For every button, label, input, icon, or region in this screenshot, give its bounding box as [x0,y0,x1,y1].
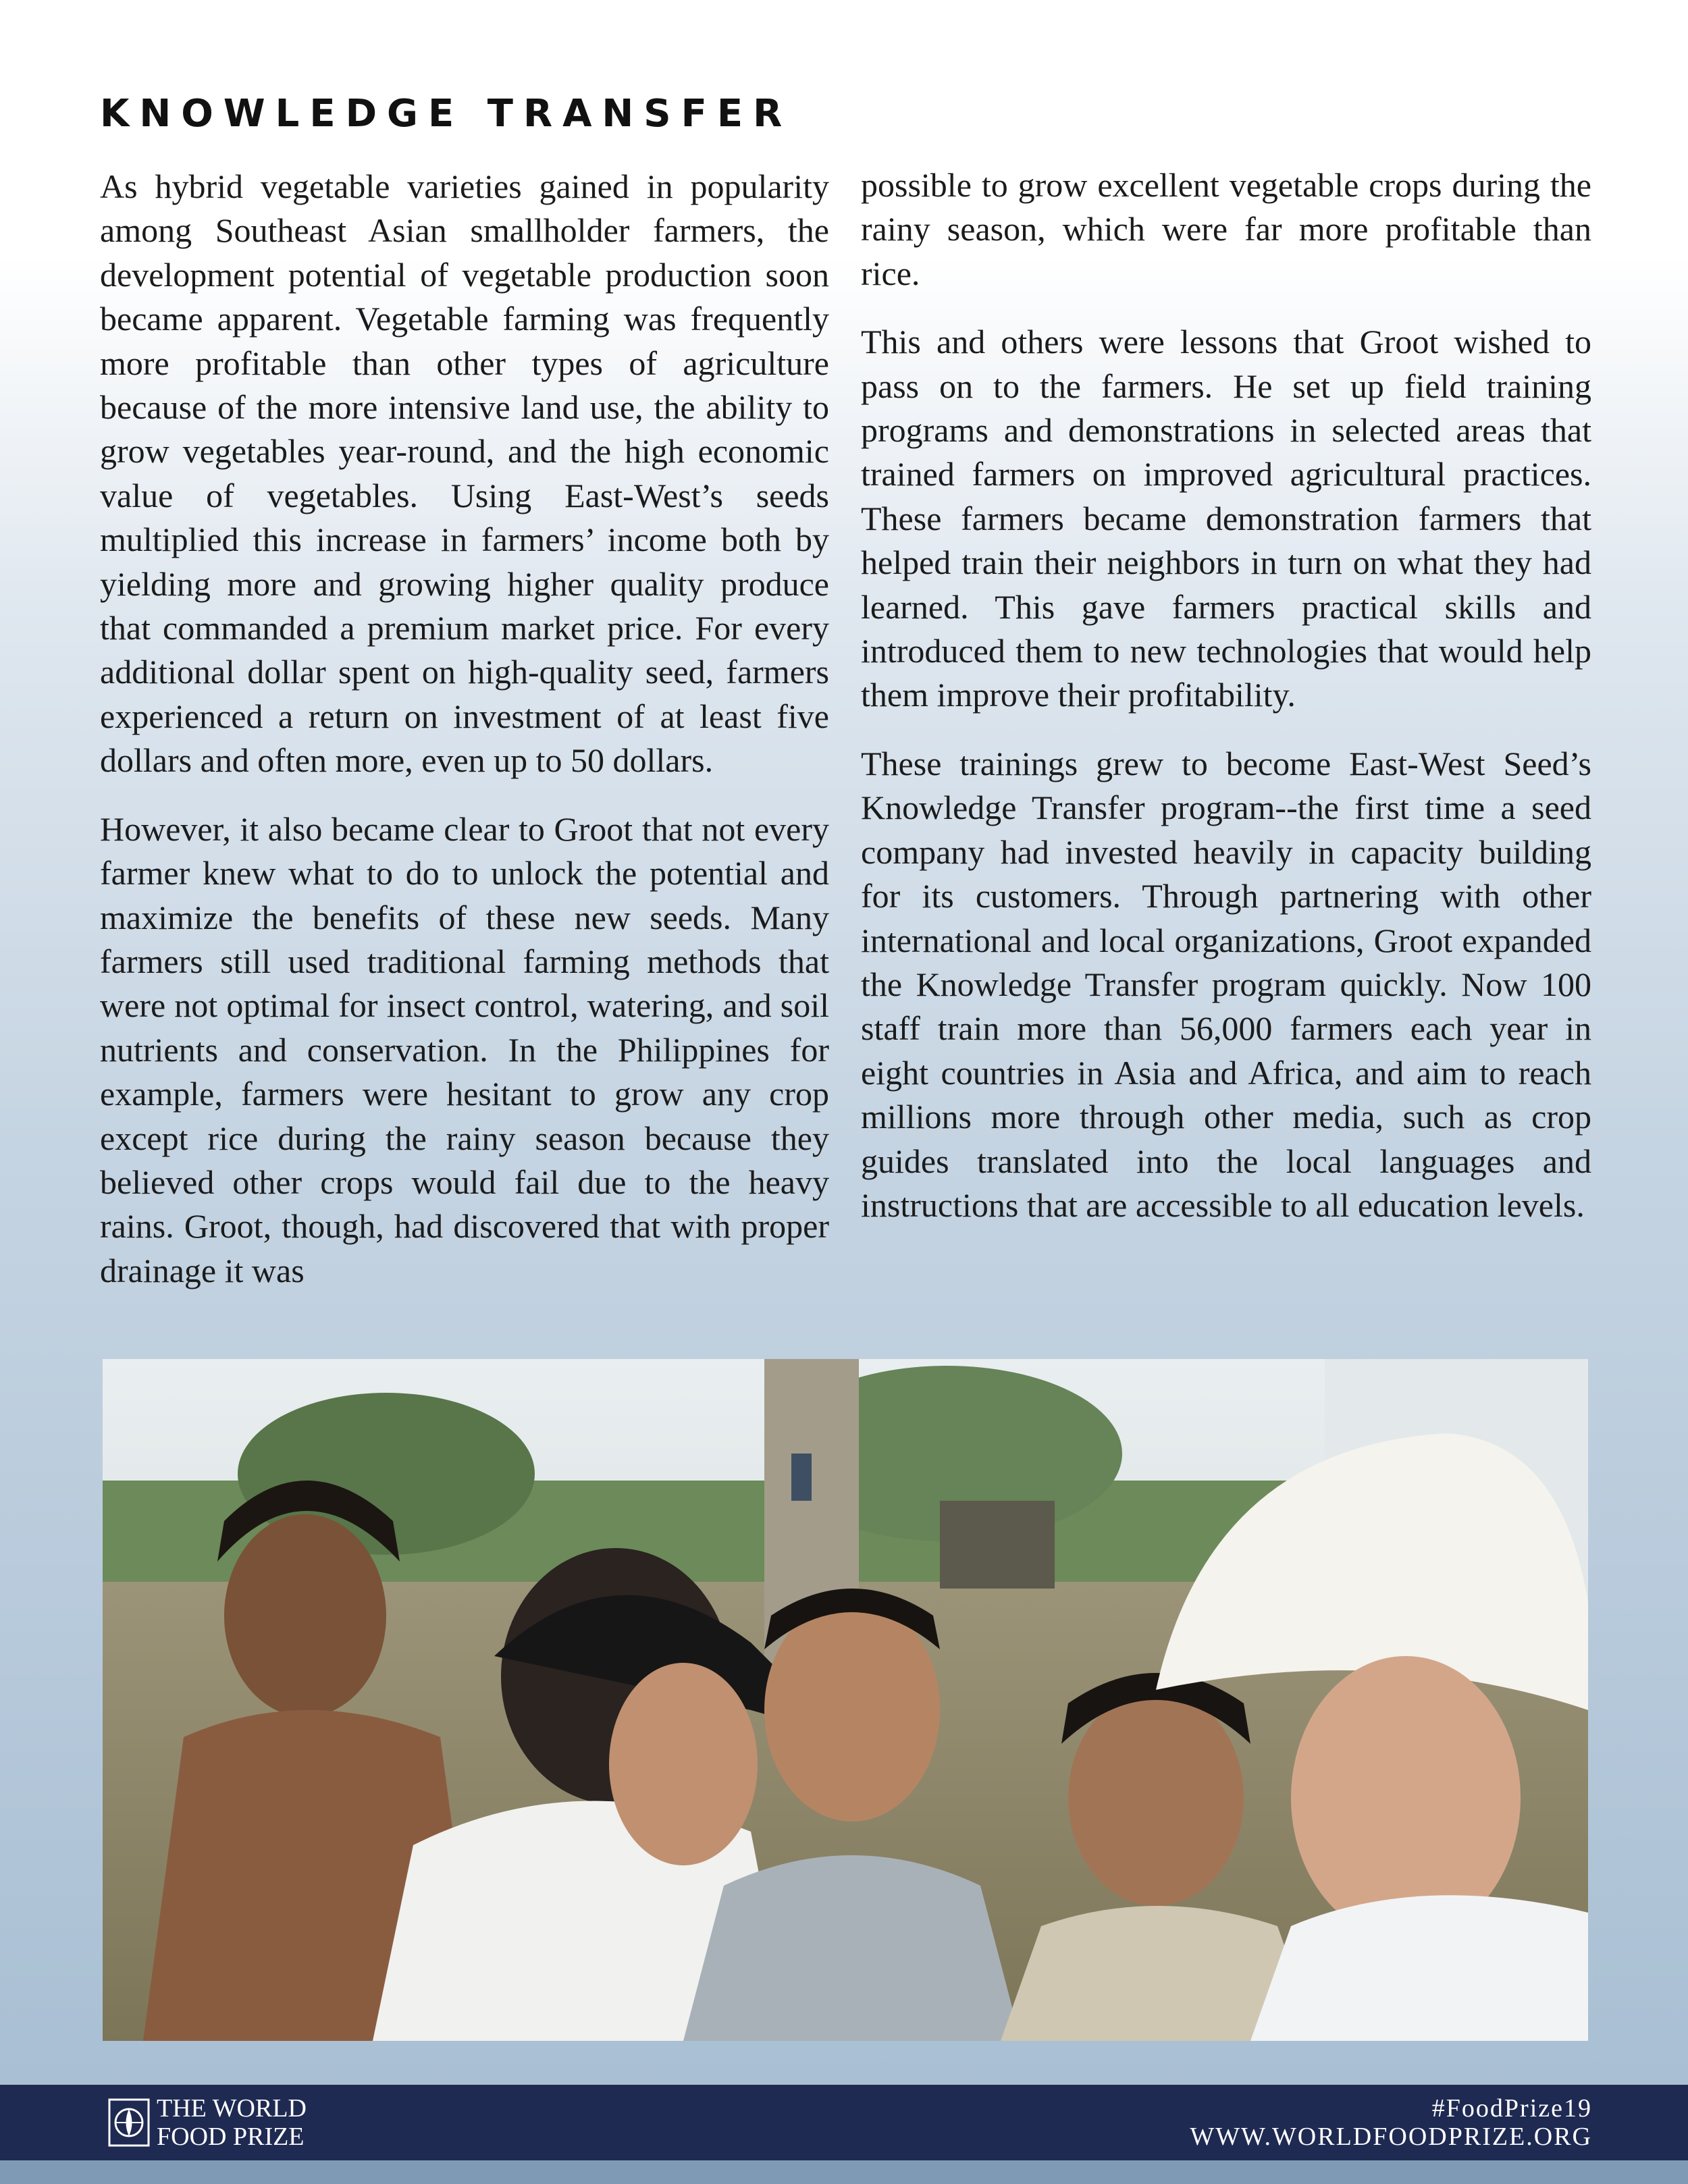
paragraph-rainy-season: possible to grow excellent vegetable crops during the rainy season, which were far more profitable than rice. [861,166,1591,292]
paragraph-field-training: This and others were lessons that Groot wished to pass on to the farmers. He set up field training programs and demonstrations in selected areas that trained farmers on improved agricultural practices. These farmers became demonstration farmers that helped train their neighbors in turn on what they had learned. This gave farmers practical skills and introduced them to new technologies that would help them improve their profitability. [861,323,1591,714]
world-food-prize-logo-icon [108,2098,150,2147]
section-heading: KNOWLEDGE TRANSFER [100,92,793,136]
page-footer [0,2085,1688,2160]
paragraph-knowledge-transfer-program: These trainings grew to become East-West Seed’s Knowledge Transfer program--the first time a seed company had invested heavily in capacity building for its customers. Through partnering with other international and local organizations, Groot expanded the Knowledge Transfer program quickly. Now 100 staff train more than 56,000 farmers each year in eight countries in Asia and Africa, and aim to reach millions more through other media, such as crop guides translated into the local languages and instructions that are accessible to all education levels. [861,744,1591,1224]
footer-contact [1190,2094,1592,2151]
paragraph-hybrid-varieties: As hybrid vegetable varieties gained in popularity among Southeast Asian smallholder farmers, the development potential of vegetable production soon became apparent. Vegetable farming was frequently more profitable than other types of agriculture because of the more intensive land use, the ability to grow vegetables year-round, and the high economic value of vegetables. Using East-West’s seeds multiplied this increase in farmers’ income both by yielding more and growing higher quality produce that commanded a premium market price. For every additional dollar spent on high-quality seed, farmers experienced a return on investment of at least five dollars and often more, even up to 50 dollars. [100,167,829,780]
world-food-prize-logo [157,2094,307,2151]
footer-website-link[interactable]: WWW.WORLDFOODPRIZE.ORG [1190,2123,1592,2151]
footer-bottom-strip [0,2160,1688,2184]
paragraph-groot-discovery: However, it also became clear to Groot that not every farmer knew what to do to unlock the potential and maximize the benefits of these new seeds. Many farmers still used traditional farming methods that were not optimal for insect control, watering, and soil nutrients and conservation. In the Philippines for example, farmers were hesitant to grow any crop except rice during the rainy season because they believed other crops would fail due to the heavy rains. Groot, though, had discovered that with proper drainage it was [100,809,829,1289]
logo-line-2: FOOD PRIZE [157,2123,305,2151]
logo-line-1: THE WORLD [157,2094,307,2123]
footer-hashtag: #FoodPrize19 [1431,2094,1592,2123]
right-column [861,163,1591,1252]
farmers-group-photo [103,1359,1588,2041]
left-column [100,165,829,1317]
